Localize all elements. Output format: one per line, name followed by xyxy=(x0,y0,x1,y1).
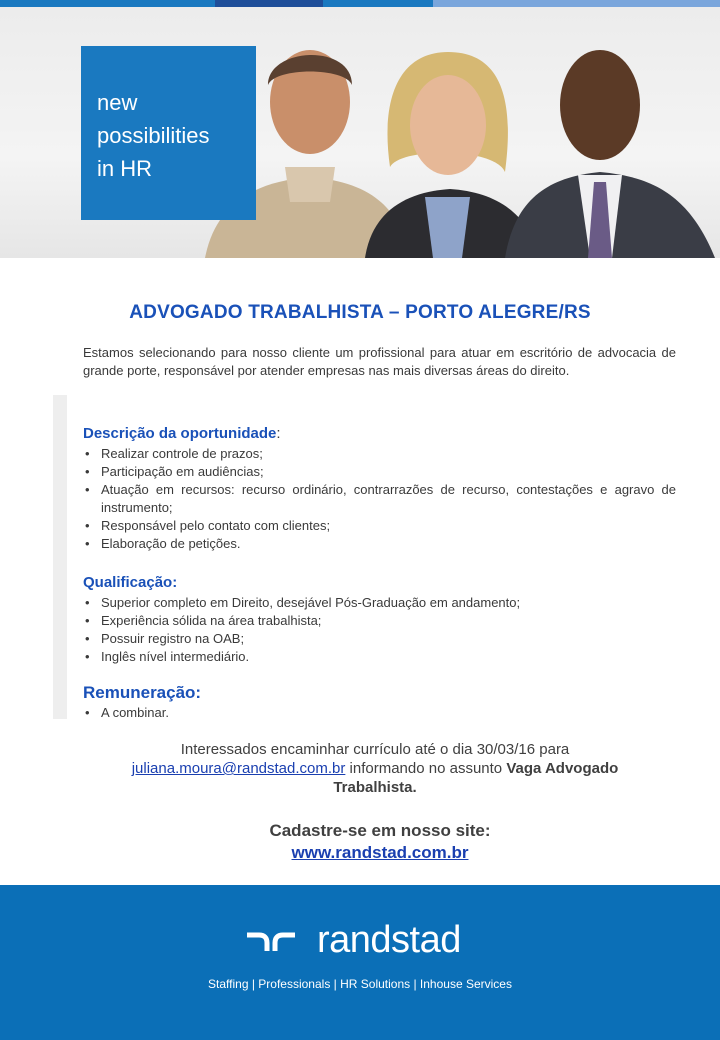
list-item: • Possuir registro na OAB; xyxy=(83,630,676,648)
job-title: ADVOGADO TRABALHISTA – PORTO ALEGRE/RS xyxy=(129,302,591,323)
list-item: • Inglês nível intermediário. xyxy=(83,648,676,666)
footer-tagline: Staffing | Professionals | HR Solutions | Inhouse Services xyxy=(208,977,512,991)
list-item: • Atuação em recursos: recurso ordinário, contrarrazões de recurso, contestações e agravo de instrumento; xyxy=(83,481,676,517)
register-block xyxy=(0,820,720,864)
remuneration-heading: Remuneração: xyxy=(83,683,202,702)
list-item: • Superior completo em Direito, desejável Pós-Graduação em andamento; xyxy=(83,594,676,612)
register-label: Cadastre-se em nosso site: xyxy=(269,821,491,840)
list-item: • Elaboração de petições. xyxy=(83,535,676,553)
hero-line-3: in HR xyxy=(97,156,153,181)
brand-name: randstad xyxy=(317,919,461,961)
side-decorative-bar xyxy=(53,395,67,719)
website-link[interactable]: www.randstad.com.br xyxy=(291,843,469,862)
qualification-section xyxy=(83,572,676,666)
list-item: • Responsável pelo contato com clientes; xyxy=(83,517,676,535)
randstad-logo xyxy=(245,920,461,960)
randstad-logo-icon xyxy=(245,927,297,953)
hero-line-2: possibilities xyxy=(97,123,210,148)
description-list xyxy=(83,445,676,553)
footer xyxy=(0,885,720,1040)
qualification-heading: Qualificação: xyxy=(83,574,178,591)
cta-subject: Vaga Advogado Trabalhista. xyxy=(333,760,619,796)
description-section xyxy=(83,423,676,553)
list-item: • Experiência sólida na área trabalhista; xyxy=(83,612,676,630)
hero-tagline-box xyxy=(81,46,256,220)
top-color-bar xyxy=(0,0,720,7)
qualification-list xyxy=(83,594,676,666)
description-heading: Descrição da oportunidade: xyxy=(83,425,281,442)
hero-line-1: new xyxy=(97,90,138,115)
cta-subject-intro: informando no assunto xyxy=(345,760,507,777)
list-item: • A combinar. xyxy=(83,704,676,722)
remuneration-section xyxy=(83,682,676,722)
intro-paragraph: Estamos selecionando para nosso cliente um profissional para atuar em escritório de advocacia de grande porte, responsável por atender empresas nas mais diversas áreas do direito. xyxy=(83,345,676,378)
remuneration-list xyxy=(83,704,676,722)
list-item: • Participação em audiências; xyxy=(83,463,676,481)
hero-banner xyxy=(0,7,720,258)
cta-text: Interessados encaminhar currículo até o dia 30/03/16 para xyxy=(180,741,570,758)
email-link[interactable]: juliana.moura@randstad.com.br xyxy=(131,760,346,777)
application-instructions xyxy=(110,740,640,797)
list-item: • Realizar controle de prazos; xyxy=(83,445,676,463)
